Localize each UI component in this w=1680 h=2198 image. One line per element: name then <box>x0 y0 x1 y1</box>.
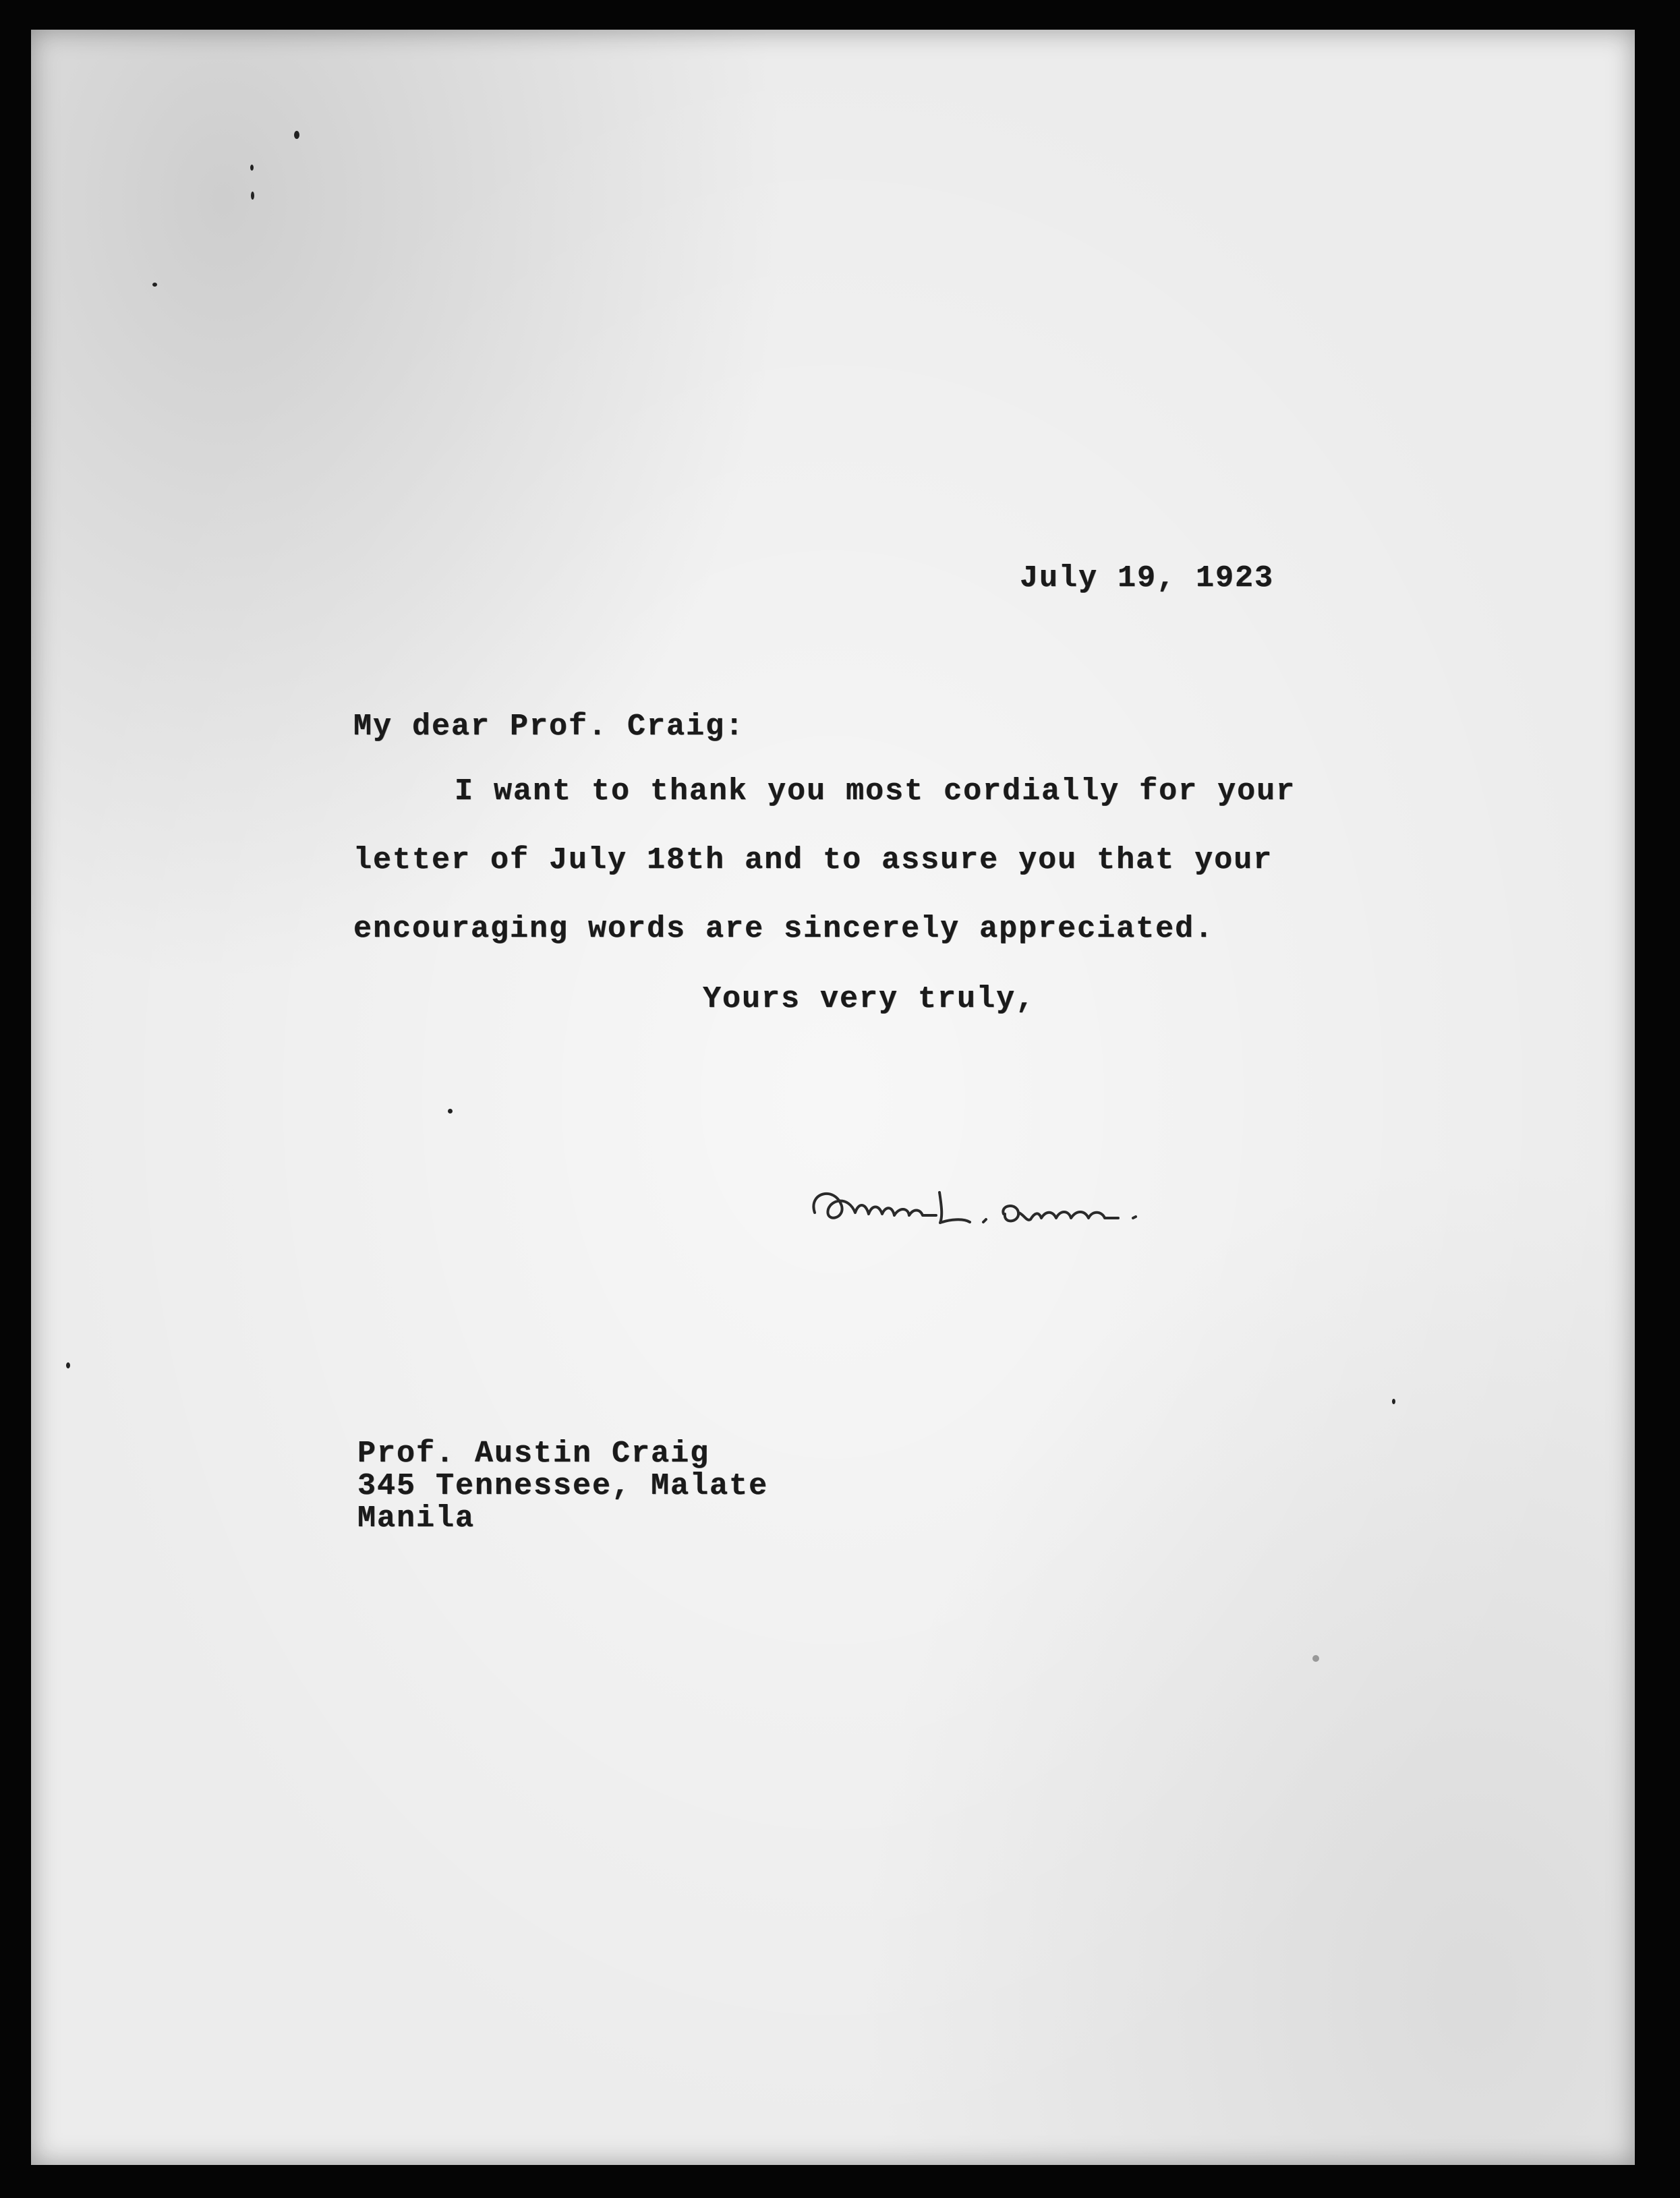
handwritten-signature <box>801 1165 1219 1246</box>
recipient-street: 345 Tennessee, Malate <box>357 1469 769 1503</box>
recipient-city: Manila <box>357 1501 475 1536</box>
salutation: My dear Prof. Craig: <box>353 710 745 744</box>
ink-speck <box>448 1109 453 1114</box>
ink-speck <box>152 283 157 287</box>
ink-speck <box>1312 1655 1319 1662</box>
closing: Yours very truly, <box>703 982 1036 1016</box>
ink-speck <box>294 131 299 139</box>
ink-speck <box>250 165 254 171</box>
letter-date: July 19, 1923 <box>1020 561 1275 596</box>
body-line: I want to thank you most cordially for your <box>455 774 1296 809</box>
body-line: letter of July 18th and to assure you that your <box>353 843 1273 877</box>
recipient-name: Prof. Austin Craig <box>357 1437 710 1471</box>
ink-speck <box>66 1362 70 1368</box>
ink-speck <box>251 192 254 200</box>
ink-speck <box>1392 1399 1395 1404</box>
letter-page <box>31 30 1635 2165</box>
body-line: encouraging words are sincerely appreciated. <box>353 912 1215 946</box>
